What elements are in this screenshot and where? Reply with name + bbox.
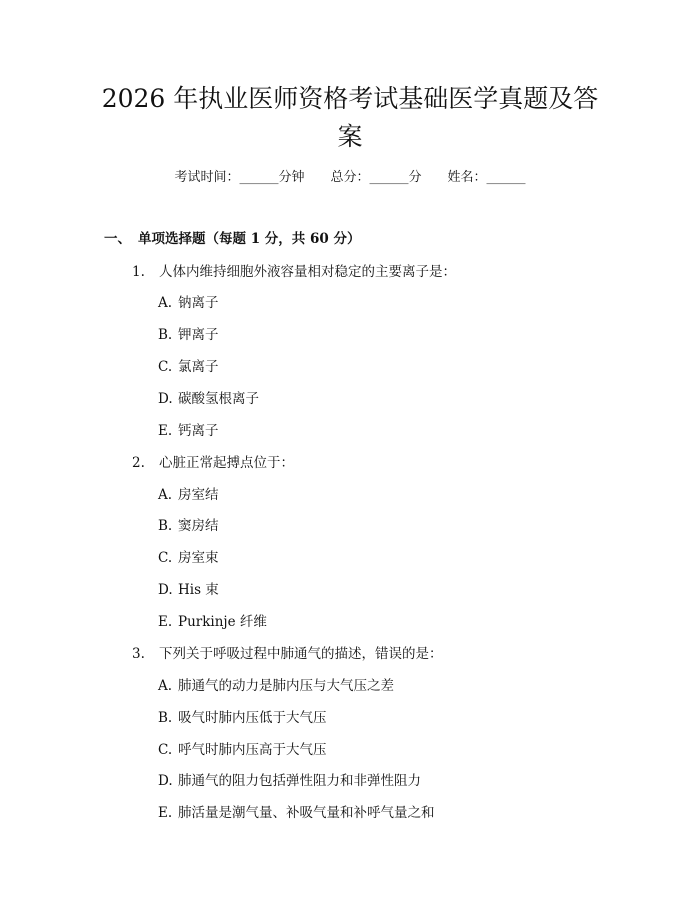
option-text: 钠离子 [178, 295, 219, 311]
option-letter: E. [158, 805, 173, 821]
question-2-option-d [158, 580, 219, 600]
question-1-option-a [158, 293, 219, 313]
section-title: 单项选择题（每题 1 分，共 60 分） [138, 231, 361, 247]
option-letter: B. [158, 710, 173, 726]
question-1-option-d [158, 389, 259, 409]
question-1-option-b [158, 325, 219, 345]
question-2 [132, 453, 294, 473]
question-3-option-e [158, 803, 435, 823]
question-3-option-b [158, 708, 327, 728]
option-letter: A. [158, 678, 173, 694]
question-2-option-c [158, 548, 219, 568]
question-text: 心脏正常起搏点位于： [159, 455, 294, 471]
question-3-option-a [158, 676, 394, 696]
option-letter: E. [158, 423, 173, 439]
option-text: 呼气时肺内压高于大气压 [178, 742, 327, 758]
option-text: 碳酸氢根离子 [178, 391, 259, 407]
question-1-option-c [158, 357, 219, 377]
question-1 [132, 262, 456, 282]
section-heading [104, 229, 360, 249]
option-text: 窦房结 [178, 518, 219, 534]
document-title: 2026 年执业医师资格考试基础医学真题及答案 [101, 84, 599, 151]
name-field: 姓名：______ [447, 170, 526, 185]
option-text: 氯离子 [178, 359, 219, 375]
question-number: 2. [132, 455, 145, 471]
option-letter: A. [158, 295, 173, 311]
question-number: 3. [132, 646, 145, 662]
option-letter: B. [158, 327, 173, 343]
option-text: 房室束 [178, 550, 219, 566]
option-letter: B. [158, 518, 173, 534]
question-number: 1. [132, 264, 145, 280]
option-text: 肺通气的阻力包括弹性阻力和非弹性阻力 [178, 773, 421, 789]
option-text: 肺通气的动力是肺内压与大气压之差 [178, 678, 394, 694]
option-letter: C. [158, 742, 173, 758]
option-text: 钾离子 [178, 327, 219, 343]
option-letter: D. [158, 582, 173, 598]
question-1-option-e [158, 421, 219, 441]
option-text: 肺活量是潮气量、补吸气量和补呼气量之和 [178, 805, 435, 821]
total-score-field: 总分：______分 [330, 170, 422, 185]
option-text: 房室结 [178, 487, 219, 503]
option-letter: E. [158, 614, 173, 630]
option-letter: D. [158, 773, 173, 789]
option-text: 钙离子 [178, 423, 219, 439]
option-text: Purkinje 纤维 [178, 614, 267, 630]
question-text: 下列关于呼吸过程中肺通气的描述，错误的是： [159, 646, 443, 662]
question-2-option-e [158, 612, 267, 632]
option-letter: D. [158, 391, 173, 407]
question-2-option-b [158, 516, 219, 536]
option-text: His 束 [178, 582, 219, 598]
option-text: 吸气时肺内压低于大气压 [178, 710, 327, 726]
question-3-option-c [158, 740, 327, 760]
question-2-option-a [158, 485, 219, 505]
option-letter: C. [158, 359, 173, 375]
exam-time-field: 考试时间：______分钟 [174, 170, 305, 185]
section-number: 一、 [104, 231, 131, 247]
option-letter: C. [158, 550, 173, 566]
question-3 [132, 644, 443, 664]
question-text: 人体内维持细胞外液容量相对稳定的主要离子是： [159, 264, 456, 280]
exam-info-line [0, 168, 700, 188]
question-3-option-d [158, 771, 421, 791]
option-letter: A. [158, 487, 173, 503]
